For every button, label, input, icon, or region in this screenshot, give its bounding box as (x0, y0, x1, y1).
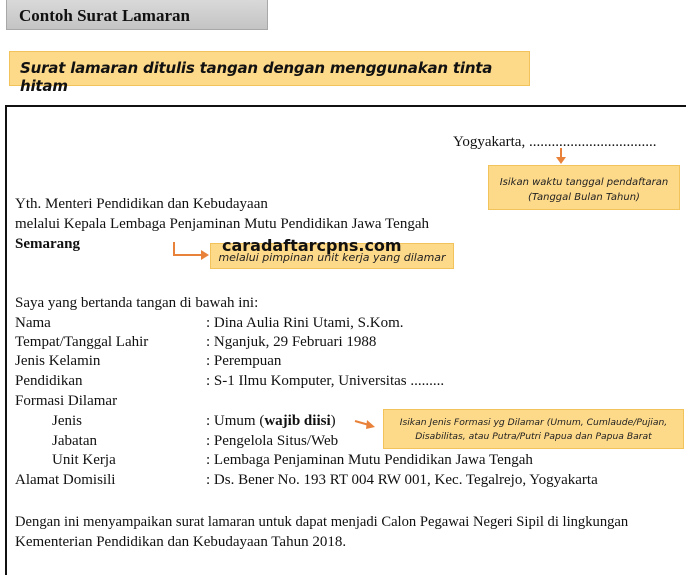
instruction-text: Surat lamaran ditulis tangan dengan menggunakan tinta hitam (20, 59, 493, 95)
formasi-jenis-label: Jenis (52, 413, 82, 429)
unit-note-text: melalui pimpinan unit kerja yang dilamar (218, 251, 446, 264)
field-label: Tempat/Tanggal Lahir (15, 334, 149, 350)
field-value: : Perempuan (206, 353, 282, 369)
field-value: : Nganjuk, 29 Februari 1988 (206, 334, 377, 350)
section-title: Contoh Surat Lamaran (19, 6, 190, 25)
date-note (488, 165, 680, 210)
arrow-right-icon (172, 241, 210, 261)
field-value: : S-1 Ilmu Komputer, Universitas ......... (206, 373, 445, 389)
formasi-note-line: Disabilitas, atau Putra/Putri Papua dan Papua Barat (415, 431, 652, 442)
formasi-note-line: Isikan Jenis Formasi yg Dilamar (Umum, Cumlaude/Pujian, (399, 417, 668, 428)
formasi-unit-label: Unit Kerja (52, 452, 116, 468)
formasi-jabatan-value: : Pengelola Situs/Web (206, 433, 339, 449)
instruction-banner (9, 51, 530, 95)
recipient-line: melalui Kepala Lembaga Penjaminan Mutu Pendidikan Jawa Tengah (15, 216, 429, 232)
place-date: Yogyakarta, .................................. (453, 134, 657, 150)
formasi-jenis-value (206, 412, 336, 430)
closing-line: Dengan ini menyampaikan surat lamaran untuk dapat menjadi Calon Pegawai Negeri Sipil di lingkungan (15, 514, 629, 530)
recipient-city: Semarang (15, 236, 80, 252)
formasi-jenis-required: wajib diisi (264, 413, 331, 429)
field-value: : Dina Aulia Rini Utami, S.Kom. (206, 315, 404, 331)
recipient-line: Yth. Menteri Pendidikan dan Kebudayaan (15, 196, 268, 212)
watermark: caradaftarcpns.com (222, 236, 402, 255)
formasi-jenis-prefix: : Umum ( (206, 413, 265, 429)
field-label: Jenis Kelamin (15, 353, 101, 369)
arrow-right-icon (354, 419, 376, 431)
intro-text: Saya yang bertanda tangan di bawah ini: (15, 295, 259, 311)
field-label: Formasi Dilamar (15, 393, 118, 409)
date-note-line: Isikan waktu tanggal pendaftaran (499, 177, 669, 188)
closing-line: Kementerian Pendidikan dan Kebudayaan Tahun 2018. (15, 534, 347, 550)
field-label: Pendidikan (15, 373, 83, 389)
section-title-bar (6, 0, 268, 30)
arrow-down-icon (555, 148, 567, 166)
formasi-jenis-suffix: ) (330, 413, 336, 429)
alamat-value: : Ds. Bener No. 193 RT 004 RW 001, Kec. Tegalrejo, Yogyakarta (206, 472, 598, 488)
formasi-jabatan-label: Jabatan (52, 433, 97, 449)
alamat-label: Alamat Domisili (15, 472, 116, 488)
formasi-note (383, 409, 684, 449)
formasi-unit-value: : Lembaga Penjaminan Mutu Pendidikan Jawa Tengah (206, 452, 533, 468)
field-label: Nama (15, 315, 51, 331)
date-note-line: (Tanggal Bulan Tahun) (528, 192, 640, 203)
